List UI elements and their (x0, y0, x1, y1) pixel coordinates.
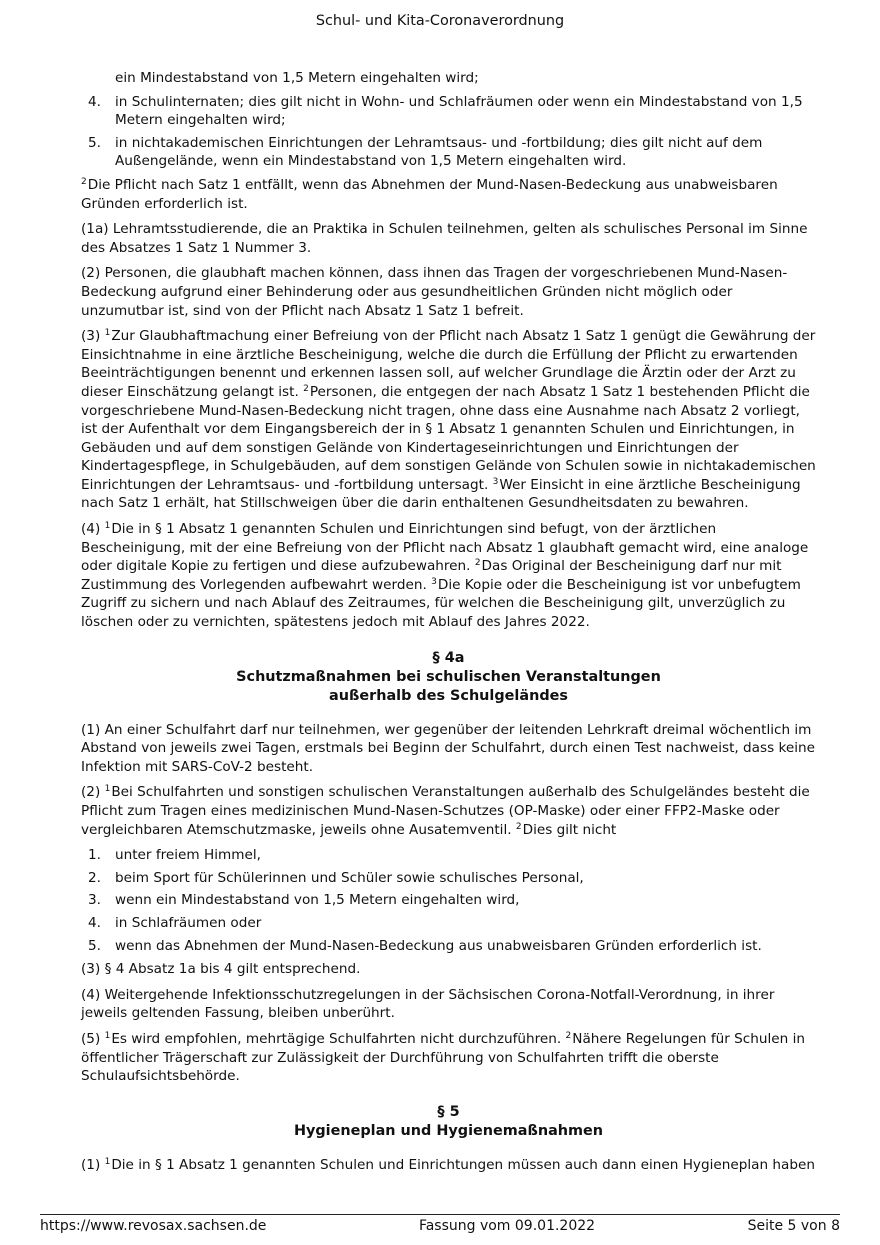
sentence-text: Dies gilt nicht (522, 821, 617, 838)
list-item-continuation: ein Mindestabstand von 1,5 Metern eingehalten wird; (115, 70, 479, 86)
sentence-number: 1 (104, 1030, 111, 1041)
paragraph-number: (4) (81, 521, 105, 538)
paragraph-1a: (1a) Lehramtsstudierende, die an Praktika in Schulen teilnehmen, gelten als schulisches Personal im Sinne des Absatzes 1 Satz 1 Nummer 3. (81, 221, 808, 256)
paragraph-4 (81, 520, 816, 632)
paragraph-1 (81, 1156, 816, 1175)
paragraph-number: (2) (81, 784, 105, 801)
paragraph-2 (81, 783, 816, 839)
list-item-text: wenn das Abnehmen der Mund-Nasen-Bedeckung aus unabweisbaren Gründen erforderlich ist. (115, 937, 762, 954)
section-number: § 5 (437, 1103, 460, 1120)
list-item-number: 4. (88, 93, 101, 110)
sentence-number: 1 (104, 784, 111, 795)
list-item (81, 937, 816, 956)
running-header: Schul- und Kita-Coronaverordnung (315, 13, 565, 29)
list-item-text: unter freiem Himmel, (115, 847, 261, 864)
sentence-number: 3 (492, 476, 499, 487)
list-item-number: 1. (88, 847, 101, 864)
list-item-text: in Schulinternaten; dies gilt nicht in Wohn- und Schlafräumen oder wenn ein Mindestabstand von 1,5 Metern eingehalten wird; (115, 93, 803, 129)
list-item-number: 5. (88, 134, 101, 151)
paragraph-number: (1) (81, 1156, 105, 1173)
list-item (81, 869, 816, 888)
sentence-number: 2 (81, 176, 87, 187)
sentence-number: 1 (104, 521, 111, 532)
sentence-number: 2 (303, 383, 309, 394)
list-item-number: 4. (88, 914, 101, 931)
paragraph-number: (3) (81, 328, 105, 345)
sentence-text: Es wird empfohlen, mehrtägige Schulfahrten nicht durchzuführen. (111, 1030, 566, 1047)
sentence-number: 3 (431, 576, 437, 587)
list-item (81, 93, 816, 130)
paragraph-5 (81, 1030, 816, 1086)
sentence-text: Das Original der Bescheinigung darf nur mit Zustimmung des Vorlegenden aufbewahrt werden. (81, 558, 782, 593)
sentence-text: Zur Glaubhaftmachung einer Befreiung von der Pflicht nach Absatz 1 Satz 1 genügt die Gewährung der Einsichtnahme in eine ärztliche Bescheinigung, welche die durch die Erfüllung der Pflicht zu erwartenden Beeinträchtigungen benennt und erkennen lassen soll, auf welcher Grundlage die Ärztin oder der Arzt zu dieser Einschätzung gelangt ist. (81, 328, 816, 400)
sentence-text: Die in § 1 Absatz 1 genannten Schulen und Einrichtungen sind befugt, von der ärztlichen Bescheinigung, mit der eine Befreiung von der Pflicht nach Absatz 1 glaubhaft gemacht wird, eine analoge oder digitale Kopie zu fertigen und diese aufzubewahren. (81, 521, 809, 575)
paragraph-number: (5) (81, 1030, 105, 1047)
section-heading-5 (81, 1103, 816, 1141)
list-item-text: wenn ein Mindestabstand von 1,5 Metern eingehalten wird, (115, 892, 520, 909)
section-title: Hygieneplan und Hygienemaßnahmen (293, 1122, 604, 1139)
sentence-text: Die Kopie oder die Bescheinigung ist vor unbefugtem Zugriff zu sichern und nach Ablauf des Zeitraumes, für welchen die Bescheinigung gilt, unverzüglich zu löschen oder zu vernichten, spätestens jedoch mit Ablauf des Jahres 2022. (81, 576, 801, 631)
list-item-number: 5. (88, 937, 101, 954)
list-item (81, 891, 816, 910)
page-footer (40, 1214, 840, 1236)
document-body (81, 69, 816, 1181)
section-title: Schutzmaßnahmen bei schulischen Veranstaltungen (236, 668, 661, 685)
sentence-text: Die in § 1 Absatz 1 genannten Schulen und Einrichtungen müssen auch dann einen Hygieneplan haben (111, 1156, 815, 1173)
sentence-number: 1 (104, 328, 111, 339)
sentence-text: Personen, die entgegen der nach Absatz 1 Satz 1 bestehenden Pflicht die vorgeschriebene Mund-Nasen-Bedeckung nicht tragen, ohne dass eine Ausnahme nach Absatz 2 vorliegt, ist der Aufenthalt vor dem Eingangsbereich der in § 1 Absatz 1 genannten Schulen und Einrichtungen, in Gebäuden und auf dem sonstigen Gelände von Kindertageseinrichtungen und Einrichtungen der Kindertagespflege, in Schulgebäuden, auf dem sonstigen Gelände von Schulen sowie in nichtakademischen Einrichtungen der Lehramtsaus- und -fortbildung untersagt. (81, 383, 816, 493)
list-item (81, 914, 816, 933)
sentence-number: 2 (474, 558, 481, 569)
section-number: § 4a (432, 649, 465, 666)
version-date: Fassung vom 09.01.2022 (418, 1218, 596, 1234)
list-item (81, 134, 816, 171)
sentence-text: Die Pflicht nach Satz 1 entfällt, wenn das Abnehmen der Mund-Nasen-Bedeckung aus unabweisbaren Gründen erforderlich ist. (81, 176, 778, 212)
s4a-numbered-list (81, 846, 816, 955)
list-item-number: 3. (88, 892, 101, 909)
paragraph-4: (4) Weitergehende Infektionsschutzregelungen in der Sächsischen Corona-Notfall-Verordnung, in ihrer jeweils geltenden Fassung, bleiben unberührt. (81, 986, 775, 1022)
paragraph-2: (2) Personen, die glaubhaft machen können, dass ihnen das Tragen der vorgeschriebenen Mund-Nasen-Bedeckung aufgrund einer Behinderung oder aus gesundheitlichen Gründen nicht möglich oder unzumutbar ist, sind von der Pflicht nach Absatz 1 Satz 1 befreit. (81, 265, 788, 319)
paragraph-1: (1) An einer Schulfahrt darf nur teilnehmen, wer gegenüber der leitenden Lehrkraft dreimal wöchentlich im Abstand von jeweils zwei Tagen, erstmals bei Beginn der Schulfahrt, durch einen Test nachweist, dass keine Infektion mit SARS-CoV-2 besteht. (81, 721, 816, 775)
sentence-number: 1 (104, 1156, 111, 1167)
section-heading-4a (81, 649, 816, 706)
paragraph-satz2 (81, 176, 816, 213)
list-item-text: beim Sport für Schülerinnen und Schüler sowie schulisches Personal, (115, 869, 584, 886)
sentence-text: Wer Einsicht in eine ärztliche Bescheinigung nach Satz 1 erhält, hat Stillschweigen über die darin enthaltenen Gesundheitsdaten zu bewahren. (81, 476, 801, 512)
paragraph-3: (3) § 4 Absatz 1a bis 4 gilt entsprechend. (81, 961, 361, 978)
list-item-number: 2. (88, 869, 101, 886)
list-item (81, 846, 816, 865)
section-title: außerhalb des Schulgeländes (329, 687, 568, 704)
source-url: https://www.revosax.sachsen.de (40, 1218, 267, 1234)
list-item-text: in Schlafräumen oder (115, 914, 262, 931)
sentence-number: 2 (565, 1030, 572, 1041)
sentence-text: Nähere Regelungen für Schulen in öffentlicher Trägerschaft zur Zulässigkeit der Durchführung von Schulfahrten trifft die oberste Schulaufsichtsbehörde. (81, 1030, 805, 1085)
paragraph-3 (81, 327, 816, 513)
sentence-text: Bei Schulfahrten und sonstigen schulischen Veranstaltungen außerhalb des Schulgeländes besteht die Pflicht zum Tragen eines medizinischen Mund-Nasen-Schutzes (OP-Maske) oder einer FFP2-Maske oder vergleichbaren Atemschutzmaske, jeweils ohne Ausatemventil. (81, 784, 810, 838)
list-item-text: in nichtakademischen Einrichtungen der Lehramtsaus- und -fortbildung; dies gilt nicht auf dem Außengelände, wenn ein Mindestabstand von 1,5 Metern eingehalten wird. (115, 134, 763, 170)
page-number: Seite 5 von 8 (747, 1218, 840, 1234)
s4-numbered-list (81, 93, 816, 171)
sentence-number: 2 (515, 821, 522, 832)
